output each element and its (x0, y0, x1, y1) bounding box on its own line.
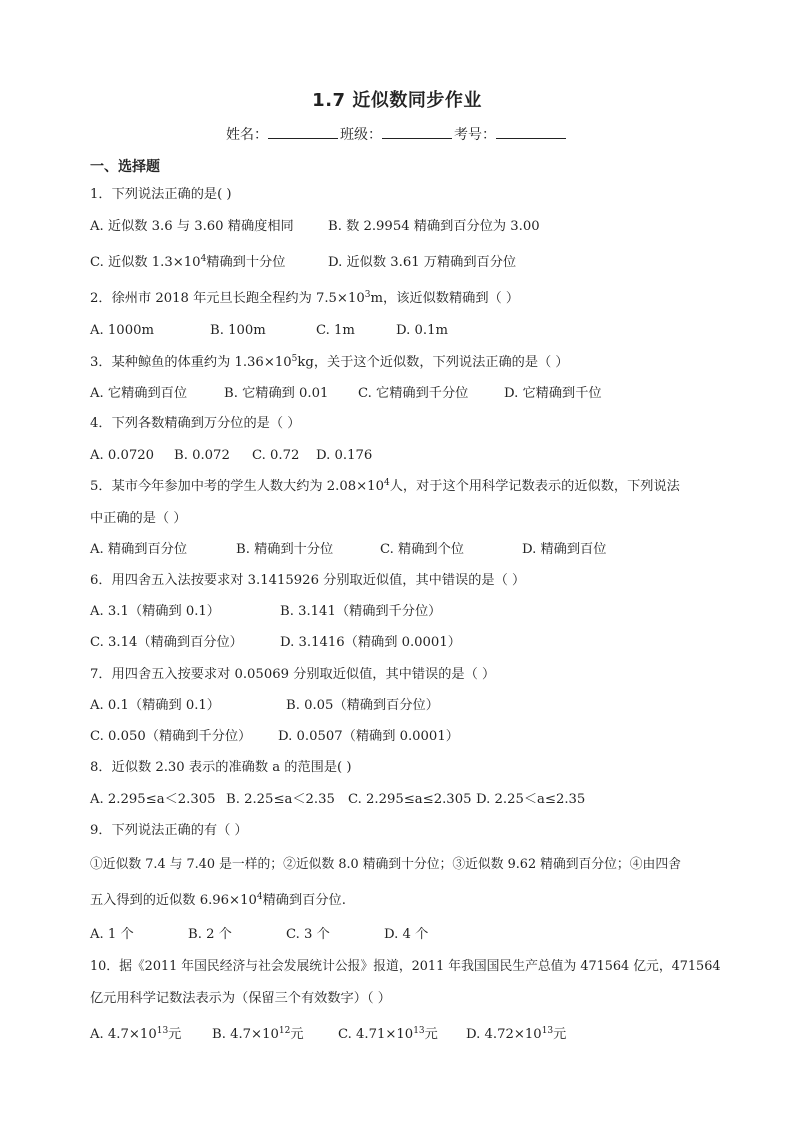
q2-option-c[interactable]: C. 1m (316, 323, 355, 338)
question-10-line-2: 亿元用科学记数法表示为（保留三个有效数字）（ ） (90, 991, 391, 1006)
q3-option-b[interactable]: B. 它精确到 0.01 (224, 386, 329, 401)
question-7: 7．用四舍五入按要求对 0.05069 分别取近似值，其中错误的是（ ） (90, 667, 496, 682)
q5-pre: 5．某市今年参加中考的学生人数大约为 2.08×10 (90, 479, 384, 494)
question-8: 8．近似数 2.30 表示的准确数 a 的范围是( ) (90, 760, 352, 775)
q4-option-c[interactable]: C. 0.72 (252, 448, 300, 463)
q5-option-b[interactable]: B. 精确到十分位 (236, 542, 334, 557)
q10-a-post: 元 (168, 1027, 182, 1042)
q1-option-d[interactable]: D. 近似数 3.61 万精确到百分位 (328, 255, 517, 270)
q6-option-b[interactable]: B. 3.141（精确到千分位） (280, 604, 442, 619)
q8-option-b[interactable]: B. 2.25≤a＜2.35 (226, 792, 335, 807)
q10-a-exp: 13 (156, 1026, 169, 1036)
name-blank[interactable] (268, 124, 338, 139)
q7-option-b[interactable]: B. 0.05（精确到百分位） (286, 698, 439, 713)
q1-option-b[interactable]: B. 数 2.9954 精确到百分位为 3.00 (328, 219, 540, 234)
q10-option-b[interactable] (212, 1026, 304, 1044)
q6-option-a[interactable]: A. 3.1（精确到 0.1） (90, 604, 220, 619)
q3-option-c[interactable]: C. 它精确到千分位 (358, 386, 469, 401)
q7-option-c[interactable]: C. 0.050（精确到千分位） (90, 729, 252, 744)
q9-option-b[interactable]: B. 2 个 (188, 927, 232, 942)
q2-pre: 2．徐州市 2018 年元旦长跑全程约为 7.5×10 (90, 291, 365, 306)
q9-line2-exp: 4 (256, 892, 263, 902)
q9-option-c[interactable]: C. 3 个 (286, 927, 330, 942)
q2-post: m，该近似数精确到（ ） (370, 291, 520, 306)
question-3 (90, 354, 569, 372)
question-9-statements: ①近似数 7.4 与 7.40 是一样的；②近似数 8.0 精确到十分位；③近似数 9.62 精确到百分位；④由四舍 (90, 857, 681, 872)
q4-option-a[interactable]: A. 0.0720 (90, 448, 155, 463)
student-info-row (226, 124, 568, 144)
q1-option-c[interactable] (90, 254, 285, 272)
q10-d-exp: 13 (541, 1026, 554, 1036)
question-9: 9．下列说法正确的有（ ） (90, 823, 248, 838)
page-title: 1.7 近似数同步作业 (312, 90, 482, 111)
q10-c-exp: 13 (413, 1026, 425, 1036)
q10-c-pre: C. 4.71×10 (338, 1027, 414, 1042)
question-1: 1．下列说法正确的是( ) (90, 187, 232, 202)
class-label: 班级： (340, 127, 382, 143)
q10-c-post: 元 (424, 1027, 438, 1042)
q10-option-d[interactable] (466, 1026, 566, 1044)
question-2 (90, 290, 519, 308)
q9-option-a[interactable]: A. 1 个 (90, 927, 134, 942)
question-6: 6．用四舍五入法按要求对 3.1415926 分别取近似值，其中错误的是（ ） (90, 573, 526, 588)
q5-exp: 4 (383, 478, 390, 488)
question-9-statements-2 (90, 892, 346, 910)
q2-exp: 3 (364, 290, 371, 300)
q6-option-d[interactable]: D. 3.1416（精确到 0.0001） (280, 635, 461, 650)
q2-option-d[interactable]: D. 0.1m (396, 323, 448, 338)
q3-option-a[interactable]: A. 它精确到百位 (90, 386, 188, 401)
q10-d-post: 元 (553, 1027, 567, 1042)
q7-option-a[interactable]: A. 0.1（精确到 0.1） (90, 698, 220, 713)
question-5-line-2: 中正确的是（ ） (90, 511, 187, 526)
q9-line2-post: 精确到百分位. (262, 893, 346, 908)
q5-option-a[interactable]: A. 精确到百分位 (90, 542, 188, 557)
q3-post: kg，关于这个近似数，下列说法正确的是（ ） (297, 355, 569, 370)
q5-option-c[interactable]: C. 精确到个位 (380, 542, 464, 557)
q3-pre: 3．某种鲸鱼的体重约为 1.36×10 (90, 355, 292, 370)
question-5 (90, 478, 680, 496)
q6-option-c[interactable]: C. 3.14（精确到百分位） (90, 635, 243, 650)
q5-option-d[interactable]: D. 精确到百位 (522, 542, 607, 557)
q8-option-c[interactable]: C. 2.295≤a≤2.305 (348, 792, 472, 807)
q2-option-b[interactable]: B. 100m (210, 323, 266, 338)
q1-c-post: 精确到十分位 (206, 255, 286, 270)
q3-exp: 5 (291, 354, 298, 364)
q10-b-pre: B. 4.7×10 (212, 1027, 279, 1042)
q2-option-a[interactable]: A. 1000m (90, 323, 154, 338)
q9-line2-pre: 五入得到的近似数 6.96×10 (90, 893, 257, 908)
q3-option-d[interactable]: D. 它精确到千位 (504, 386, 602, 401)
question-10: 10．据《2011 年国民经济与社会发展统计公报》报道，2011 年我国国民生产总值为 471564 亿元，471564 (90, 959, 721, 974)
exam-no-blank[interactable] (496, 124, 566, 139)
q1-c-pre: C. 近似数 1.3×10 (90, 255, 201, 270)
q10-b-exp: 12 (278, 1026, 291, 1036)
q9-option-d[interactable]: D. 4 个 (384, 927, 429, 942)
q1-option-a[interactable]: A. 近似数 3.6 与 3.60 精确度相同 (90, 219, 294, 234)
q10-option-a[interactable] (90, 1026, 181, 1044)
q4-option-d[interactable]: D. 0.176 (316, 448, 373, 463)
q10-option-c[interactable] (338, 1026, 438, 1044)
question-4: 4．下列各数精确到万分位的是（ ） (90, 416, 301, 431)
q10-a-pre: A. 4.7×10 (90, 1027, 157, 1042)
q7-option-d[interactable]: D. 0.0507（精确到 0.0001） (278, 729, 459, 744)
q5-post: 人，对于这个用科学记数表示的近似数，下列说法 (389, 479, 680, 494)
q1-c-exp: 4 (200, 254, 207, 264)
q4-option-b[interactable]: B. 0.072 (174, 448, 230, 463)
q8-option-d[interactable]: D. 2.25＜a≤2.35 (476, 792, 586, 807)
class-blank[interactable] (382, 124, 452, 139)
q10-d-pre: D. 4.72×10 (466, 1027, 542, 1042)
name-label: 姓名： (226, 127, 268, 143)
q10-b-post: 元 (290, 1027, 304, 1042)
q8-option-a[interactable]: A. 2.295≤a＜2.305 (90, 792, 216, 807)
section-heading: 一、选择题 (90, 159, 160, 175)
exam-no-label: 考号： (454, 127, 496, 143)
